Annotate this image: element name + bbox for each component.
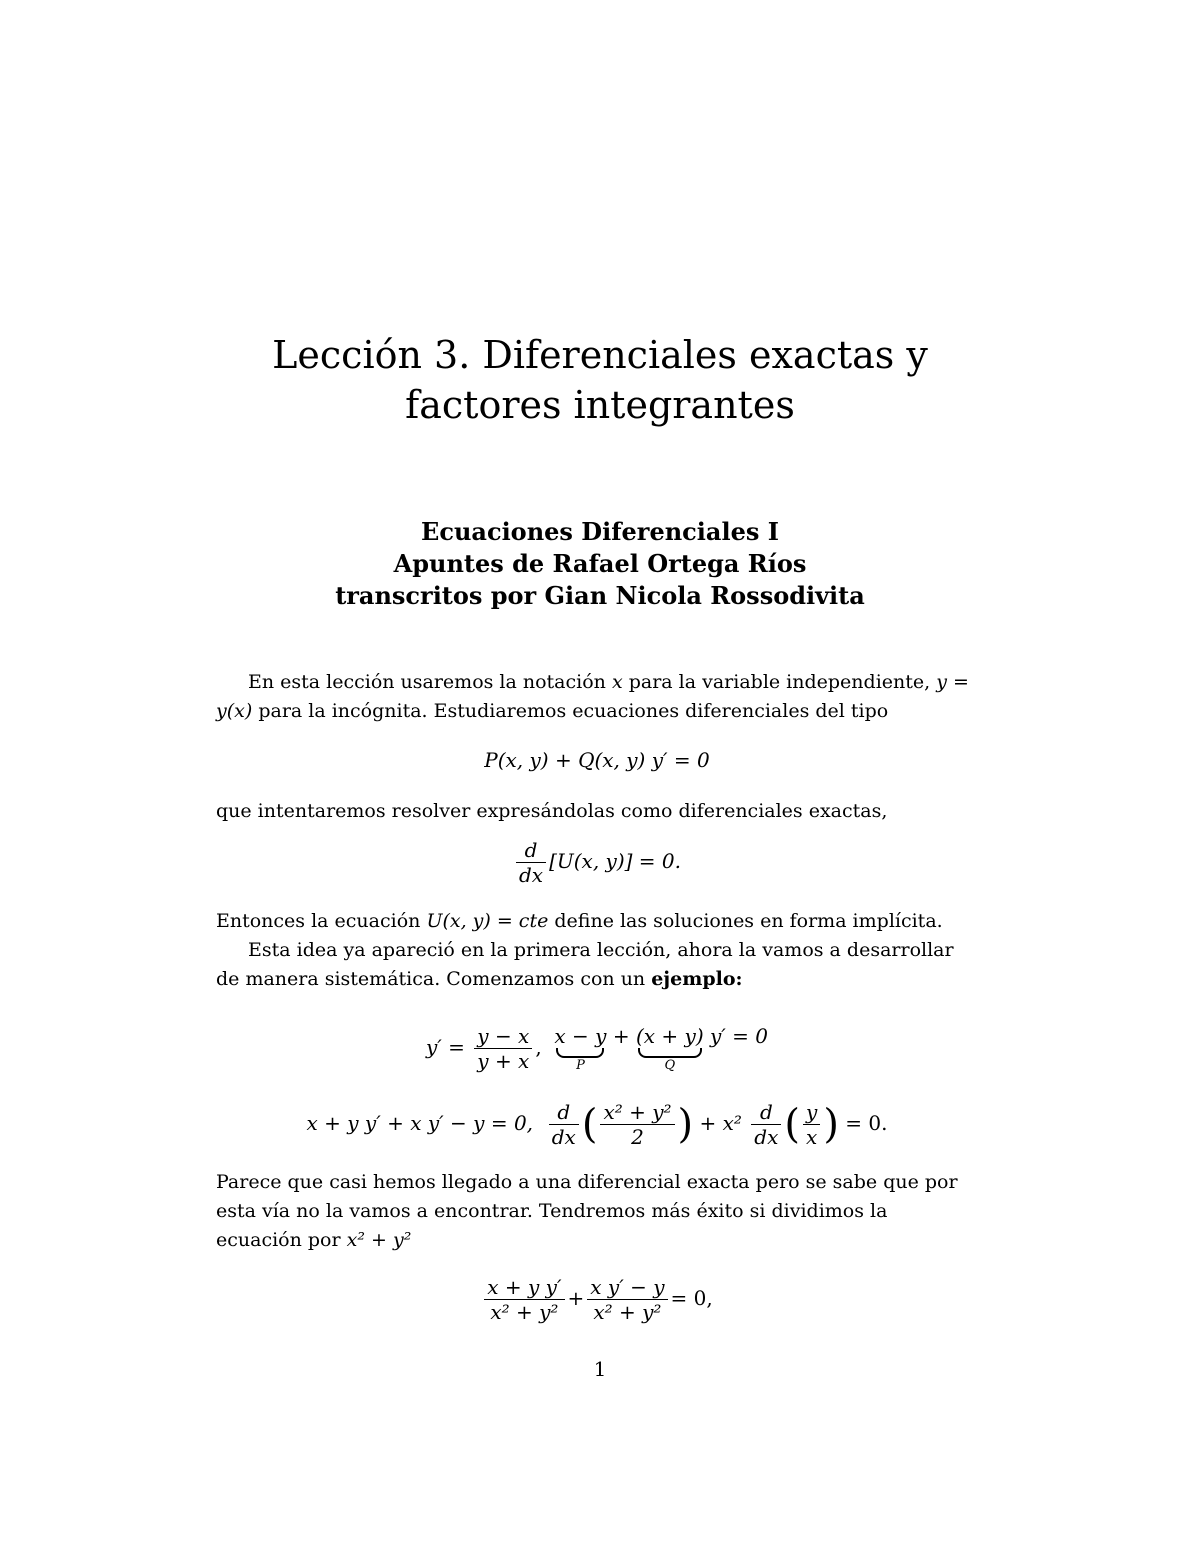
page-number: 1 bbox=[593, 1357, 607, 1381]
transcriber: transcritos por Gian Nicola Rossodivita bbox=[335, 581, 865, 610]
paragraph-2: que intentaremos resolver expresándolas como diferenciales exactas, bbox=[216, 800, 888, 822]
paragraph-1: En esta lección usaremos la notación x para la variable independiente, y = y(x) para la incógnita. Estudiaremos ecuaciones diferenciales del tipo bbox=[216, 671, 969, 722]
authors: Apuntes de Rafael Ortega Ríos bbox=[393, 549, 807, 578]
course-name: Ecuaciones Diferenciales I bbox=[421, 517, 779, 546]
equation-3: y′ = $\frac{y - x}{y + x}$ , x − y P + (x + y) Q y′ = 0 bbox=[425, 1024, 769, 1073]
subtitle-block bbox=[0, 516, 1200, 612]
equation-4: x + y y′ + x y′ − y = 0, $\frac{d}{dx}$ ( $\frac{\text{x² + y²}}{2}$ ) + x² $\frac{d}{dx}$ ( $\frac{y}{x}$ ) = 0. bbox=[306, 1100, 888, 1149]
d-dx-fraction: $\frac{d}{dx}$ bbox=[516, 838, 546, 887]
underbrace-Q: (x + y) Q bbox=[635, 1024, 704, 1073]
equation-2: $\frac{d}{dx}$ [U(x, y)] = 0. bbox=[216, 838, 978, 887]
title-line-2: factores integrantes bbox=[405, 383, 795, 427]
eq3-fraction: $\frac{y - x}{y + x}$ bbox=[474, 1024, 532, 1073]
underbrace-P: x − y P bbox=[554, 1024, 607, 1073]
title-line-1: Lección 3. Diferenciales exactas y bbox=[272, 333, 928, 377]
page-title bbox=[0, 330, 1200, 430]
paragraph-4: Esta idea ya apareció en la primera lección, ahora la vamos a desarrollar de manera sistemática. Comenzamos con un ejemplo: bbox=[216, 939, 954, 990]
equation-1: P(x, y) + Q(x, y) y′ = 0 bbox=[484, 748, 710, 772]
paragraph-5: Parece que casi hemos llegado a una diferencial exacta pero se sabe que por esta vía no la vamos a encontrar. Tendremos más éxito si dividimos la ecuación por x² + y² bbox=[216, 1171, 958, 1251]
equation-5: $\frac{\text{x + y y′}}{\text{x² + y²}}$ + $\frac{\text{x y′ − y}}{\text{x² + y²}}$ = 0, bbox=[216, 1275, 978, 1324]
paragraph-3: Entonces la ecuación U(x, y) = cte define las soluciones en forma implícita. bbox=[216, 910, 943, 932]
